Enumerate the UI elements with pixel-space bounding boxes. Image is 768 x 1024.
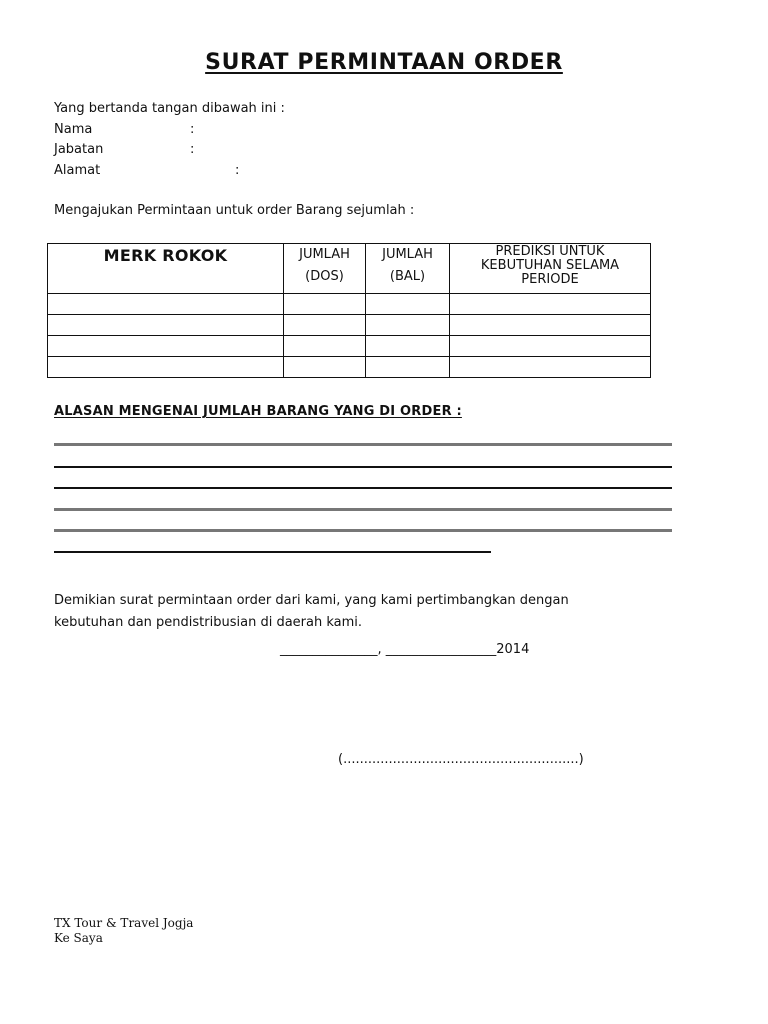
closing-line-2: kebutuhan dan pendistribusian di daerah kami. [54, 615, 363, 630]
field-label-alamat: Alamat [54, 163, 101, 178]
order-table [47, 243, 651, 378]
closing-line-1: Demikian surat permintaan order dari kami, yang kami pertimbangkan dengan [54, 593, 569, 608]
table-cell[interactable] [284, 294, 366, 315]
reason-title: ALASAN MENGENAI JUMLAH BARANG YANG DI ORDER : [54, 404, 462, 419]
table-row [48, 357, 651, 378]
table-cell[interactable] [450, 336, 651, 357]
table-row [48, 315, 651, 336]
table-cell[interactable] [284, 336, 366, 357]
header-jumlah-dos [284, 244, 366, 294]
table-cell[interactable] [450, 294, 651, 315]
footer-line-1: TX Tour & Travel Jogja [54, 916, 194, 930]
table-cell[interactable] [366, 336, 450, 357]
table-cell[interactable] [48, 294, 284, 315]
table-cell[interactable] [366, 315, 450, 336]
reason-line-2[interactable] [54, 466, 672, 468]
table-cell[interactable] [48, 357, 284, 378]
field-label-jabatan: Jabatan [54, 142, 104, 157]
header-jumlah-dos-line2: (DOS) [305, 269, 344, 284]
header-jumlah-bal [366, 244, 450, 294]
table-cell[interactable] [284, 357, 366, 378]
footer-line-2: Ke Saya [54, 931, 103, 945]
header-prediksi-line3: PERIODE [521, 272, 579, 287]
reason-line-6[interactable] [54, 551, 491, 553]
header-jumlah-bal-line2: (BAL) [389, 269, 426, 284]
header-jumlah-dos-line1: JUMLAH [299, 247, 350, 262]
document-title: SURAT PERMINTAAN ORDER [205, 50, 563, 75]
request-sentence: Mengajukan Permintaan untuk order Barang sejumlah : [54, 203, 415, 218]
header-jumlah-bal-line1: JUMLAH [382, 247, 433, 262]
table-cell[interactable] [450, 357, 651, 378]
table-header-row [48, 244, 651, 294]
reason-line-3[interactable] [54, 487, 672, 489]
reason-line-1[interactable] [54, 443, 672, 446]
signature-line[interactable]: (.........................................................) [338, 752, 584, 767]
table-cell[interactable] [284, 315, 366, 336]
table-cell[interactable] [48, 315, 284, 336]
table-cell[interactable] [366, 294, 450, 315]
field-separator-jabatan: : [190, 142, 195, 157]
field-separator-nama: : [190, 122, 195, 137]
header-prediksi-line1: PREDIKSI UNTUK [495, 244, 605, 259]
reason-line-5[interactable] [54, 529, 672, 532]
table-row [48, 294, 651, 315]
intro-text: Yang bertanda tangan dibawah ini : [54, 101, 285, 116]
header-merk-rokok: MERK ROKOK [48, 244, 284, 294]
table-cell[interactable] [450, 315, 651, 336]
table-cell[interactable] [366, 357, 450, 378]
header-prediksi-line2: KEBUTUHAN SELAMA [480, 258, 620, 273]
reason-line-4[interactable] [54, 508, 672, 511]
field-label-nama: Nama [54, 122, 93, 137]
place-date-line[interactable]: _______________, _________________2014 [280, 642, 530, 657]
header-prediksi [450, 244, 651, 294]
field-separator-alamat: : [235, 163, 240, 178]
table-row [48, 336, 651, 357]
table-cell[interactable] [48, 336, 284, 357]
